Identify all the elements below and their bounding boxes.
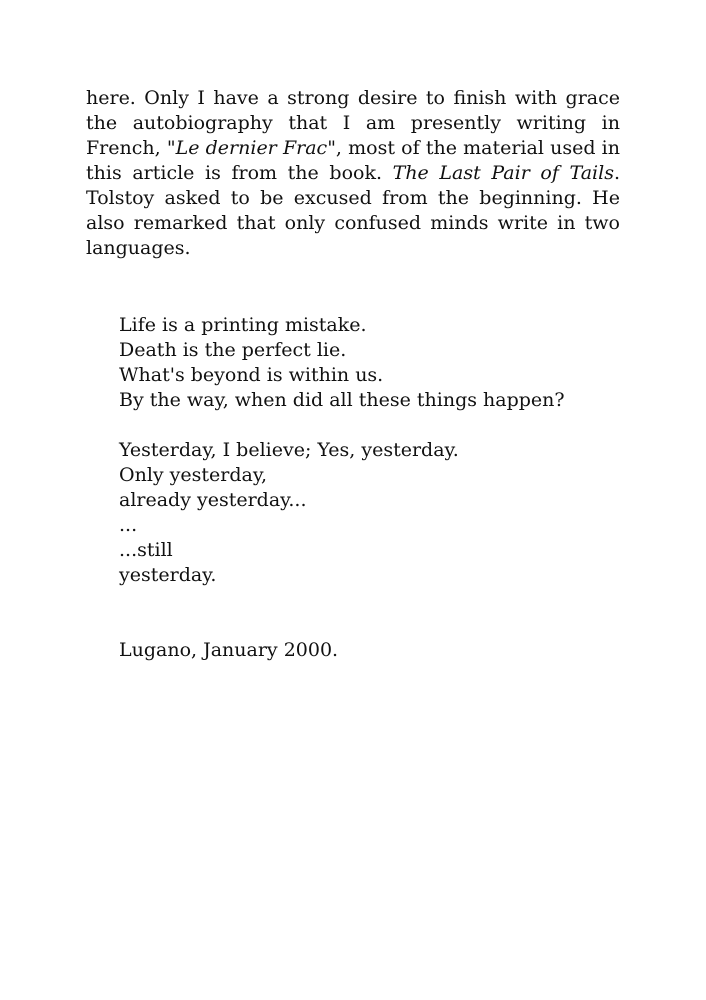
poem-line: ...still — [119, 539, 173, 561]
poem-line: already yesterday... — [119, 489, 307, 511]
poem-line: Only yesterday, — [119, 464, 268, 486]
poem-line: yesterday. — [119, 564, 217, 586]
book-title-le-dernier-frac: Le dernier Frac — [175, 137, 328, 159]
poem-line: By the way, when did all these things happen? — [119, 389, 565, 411]
book-title-last-pair-of-tails: The Last Pair of Tails — [392, 162, 614, 184]
poem-line: ... — [119, 514, 138, 536]
poem-line: Life is a printing mistake. — [119, 314, 367, 336]
place-date-signature: Lugano, January 2000. — [119, 639, 339, 661]
poem-line: Yesterday, I believe; Yes, yesterday. — [119, 439, 459, 461]
poem-line: What's beyond is within us. — [119, 364, 384, 386]
paragraph-text-part-3: . Tolstoy asked to be excused from the beginning. He also remarked that only confused minds write in two languages. — [86, 162, 620, 259]
poem-stanza-2 — [119, 438, 639, 588]
poem-line: Death is the perfect lie. — [119, 339, 347, 361]
paragraph-text-part-1: here. Only I have a strong desire to finish with grace the autobiography that I am presently writing in French, " — [86, 87, 620, 159]
body-paragraph — [86, 86, 620, 261]
poem-stanza-1 — [119, 313, 639, 413]
paragraph-text-part-2: ", most of the material used in this article is from the book. — [86, 137, 620, 184]
